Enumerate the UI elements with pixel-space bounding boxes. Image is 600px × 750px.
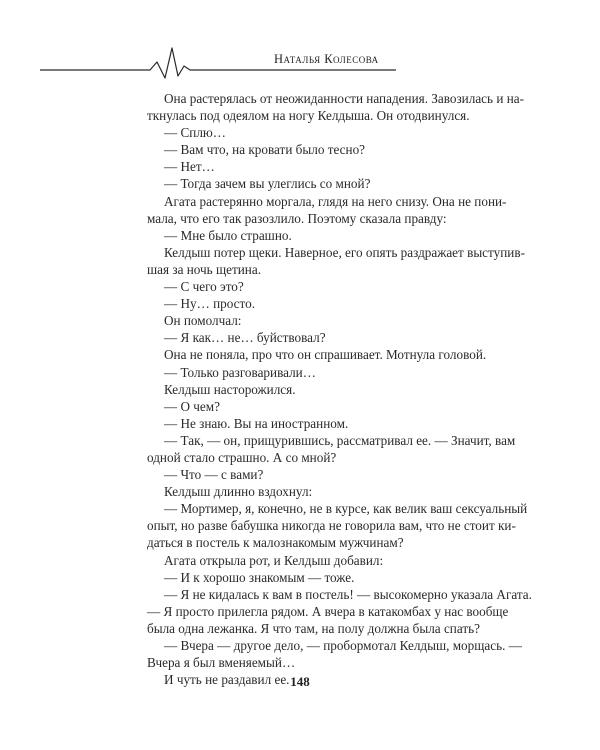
text-line: — О чем? bbox=[164, 398, 220, 414]
text-line: — Только разговаривали… bbox=[164, 364, 316, 380]
text-line: — Вам что, на кровати было тесно? bbox=[164, 142, 366, 158]
text-line: — Я не кидалась к вам в постель! — высокомерно указала Агата. bbox=[164, 586, 532, 602]
text-line: — Тогда зачем вы улеглись со мной? bbox=[164, 176, 371, 192]
text-line: — Я как… не… буйствовал? bbox=[164, 330, 326, 346]
text-line: — Не знаю. Вы на иностранном. bbox=[164, 415, 349, 431]
text-line: Агата открыла рот, и Келдыш добавил: bbox=[164, 552, 384, 568]
body-text bbox=[147, 90, 532, 688]
text-line: Она не поняла, про что он спрашивает. Мотнула головой. bbox=[164, 347, 487, 363]
page-number: 148 bbox=[290, 674, 310, 689]
text-line: даться в постель к малознакомым мужчинам? bbox=[147, 535, 404, 551]
running-header bbox=[0, 0, 600, 90]
text-line: — Я просто прилегла рядом. А вчера в катакомбах у нас вообще bbox=[147, 603, 509, 619]
text-line: Она растерялась от неожиданности нападения. Завозилась и на- bbox=[164, 91, 524, 106]
text-line: — Что — с вами? bbox=[164, 467, 264, 483]
text-line: Келдыш длинно вздохнул: bbox=[164, 484, 313, 500]
text-line: опыт, но разве бабушка никогда не говорила вам, что не стоит ки- bbox=[147, 518, 516, 534]
text-line: Келдыш потер щеки. Наверное, его опять раздражает выступив- bbox=[164, 244, 525, 260]
text-line: Он помолчал: bbox=[164, 313, 242, 329]
text-line: Агата растерянно моргала, глядя на него снизу. Она не пони- bbox=[164, 193, 507, 209]
text-line: мала, что его так разозлило. Поэтому сказала правду: bbox=[147, 210, 447, 226]
text-line: — Мортимер, я, конечно, не в курсе, как велик ваш сексуальный bbox=[164, 501, 528, 517]
text-line: была одна лежанка. Я что там, на полу должна была спать? bbox=[147, 620, 481, 636]
text-line: одной стало страшно. А со мной? bbox=[147, 449, 337, 465]
text-line: Вчера я был вменяемый… bbox=[147, 655, 296, 671]
text-line: — Так, — он, прищурившись, рассматривал ее. — Значит, вам bbox=[164, 432, 516, 448]
text-line: — Мне было страшно. bbox=[164, 227, 292, 243]
text-line: — Ну… просто. bbox=[164, 296, 255, 312]
author-name: Наталья Колесова bbox=[274, 52, 379, 66]
text-line: шая за ночь щетина. bbox=[147, 261, 262, 277]
text-line: Келдыш насторожился. bbox=[164, 381, 296, 397]
text-line: — Сплю… bbox=[164, 125, 226, 141]
text-line: — Вчера — другое дело, — пробормотал Келдыш, морщась. — bbox=[164, 638, 522, 653]
text-line: — С чего это? bbox=[164, 279, 244, 295]
text-line: И чуть не раздавил ее. bbox=[164, 672, 290, 688]
heartbeat-rule-icon bbox=[0, 0, 600, 90]
text-line: — И к хорошо знакомым — тоже. bbox=[164, 569, 355, 585]
text-line: ткнулась под одеялом на ногу Келдыша. Он отодвинулся. bbox=[147, 108, 470, 124]
text-line: — Нет… bbox=[164, 159, 215, 175]
